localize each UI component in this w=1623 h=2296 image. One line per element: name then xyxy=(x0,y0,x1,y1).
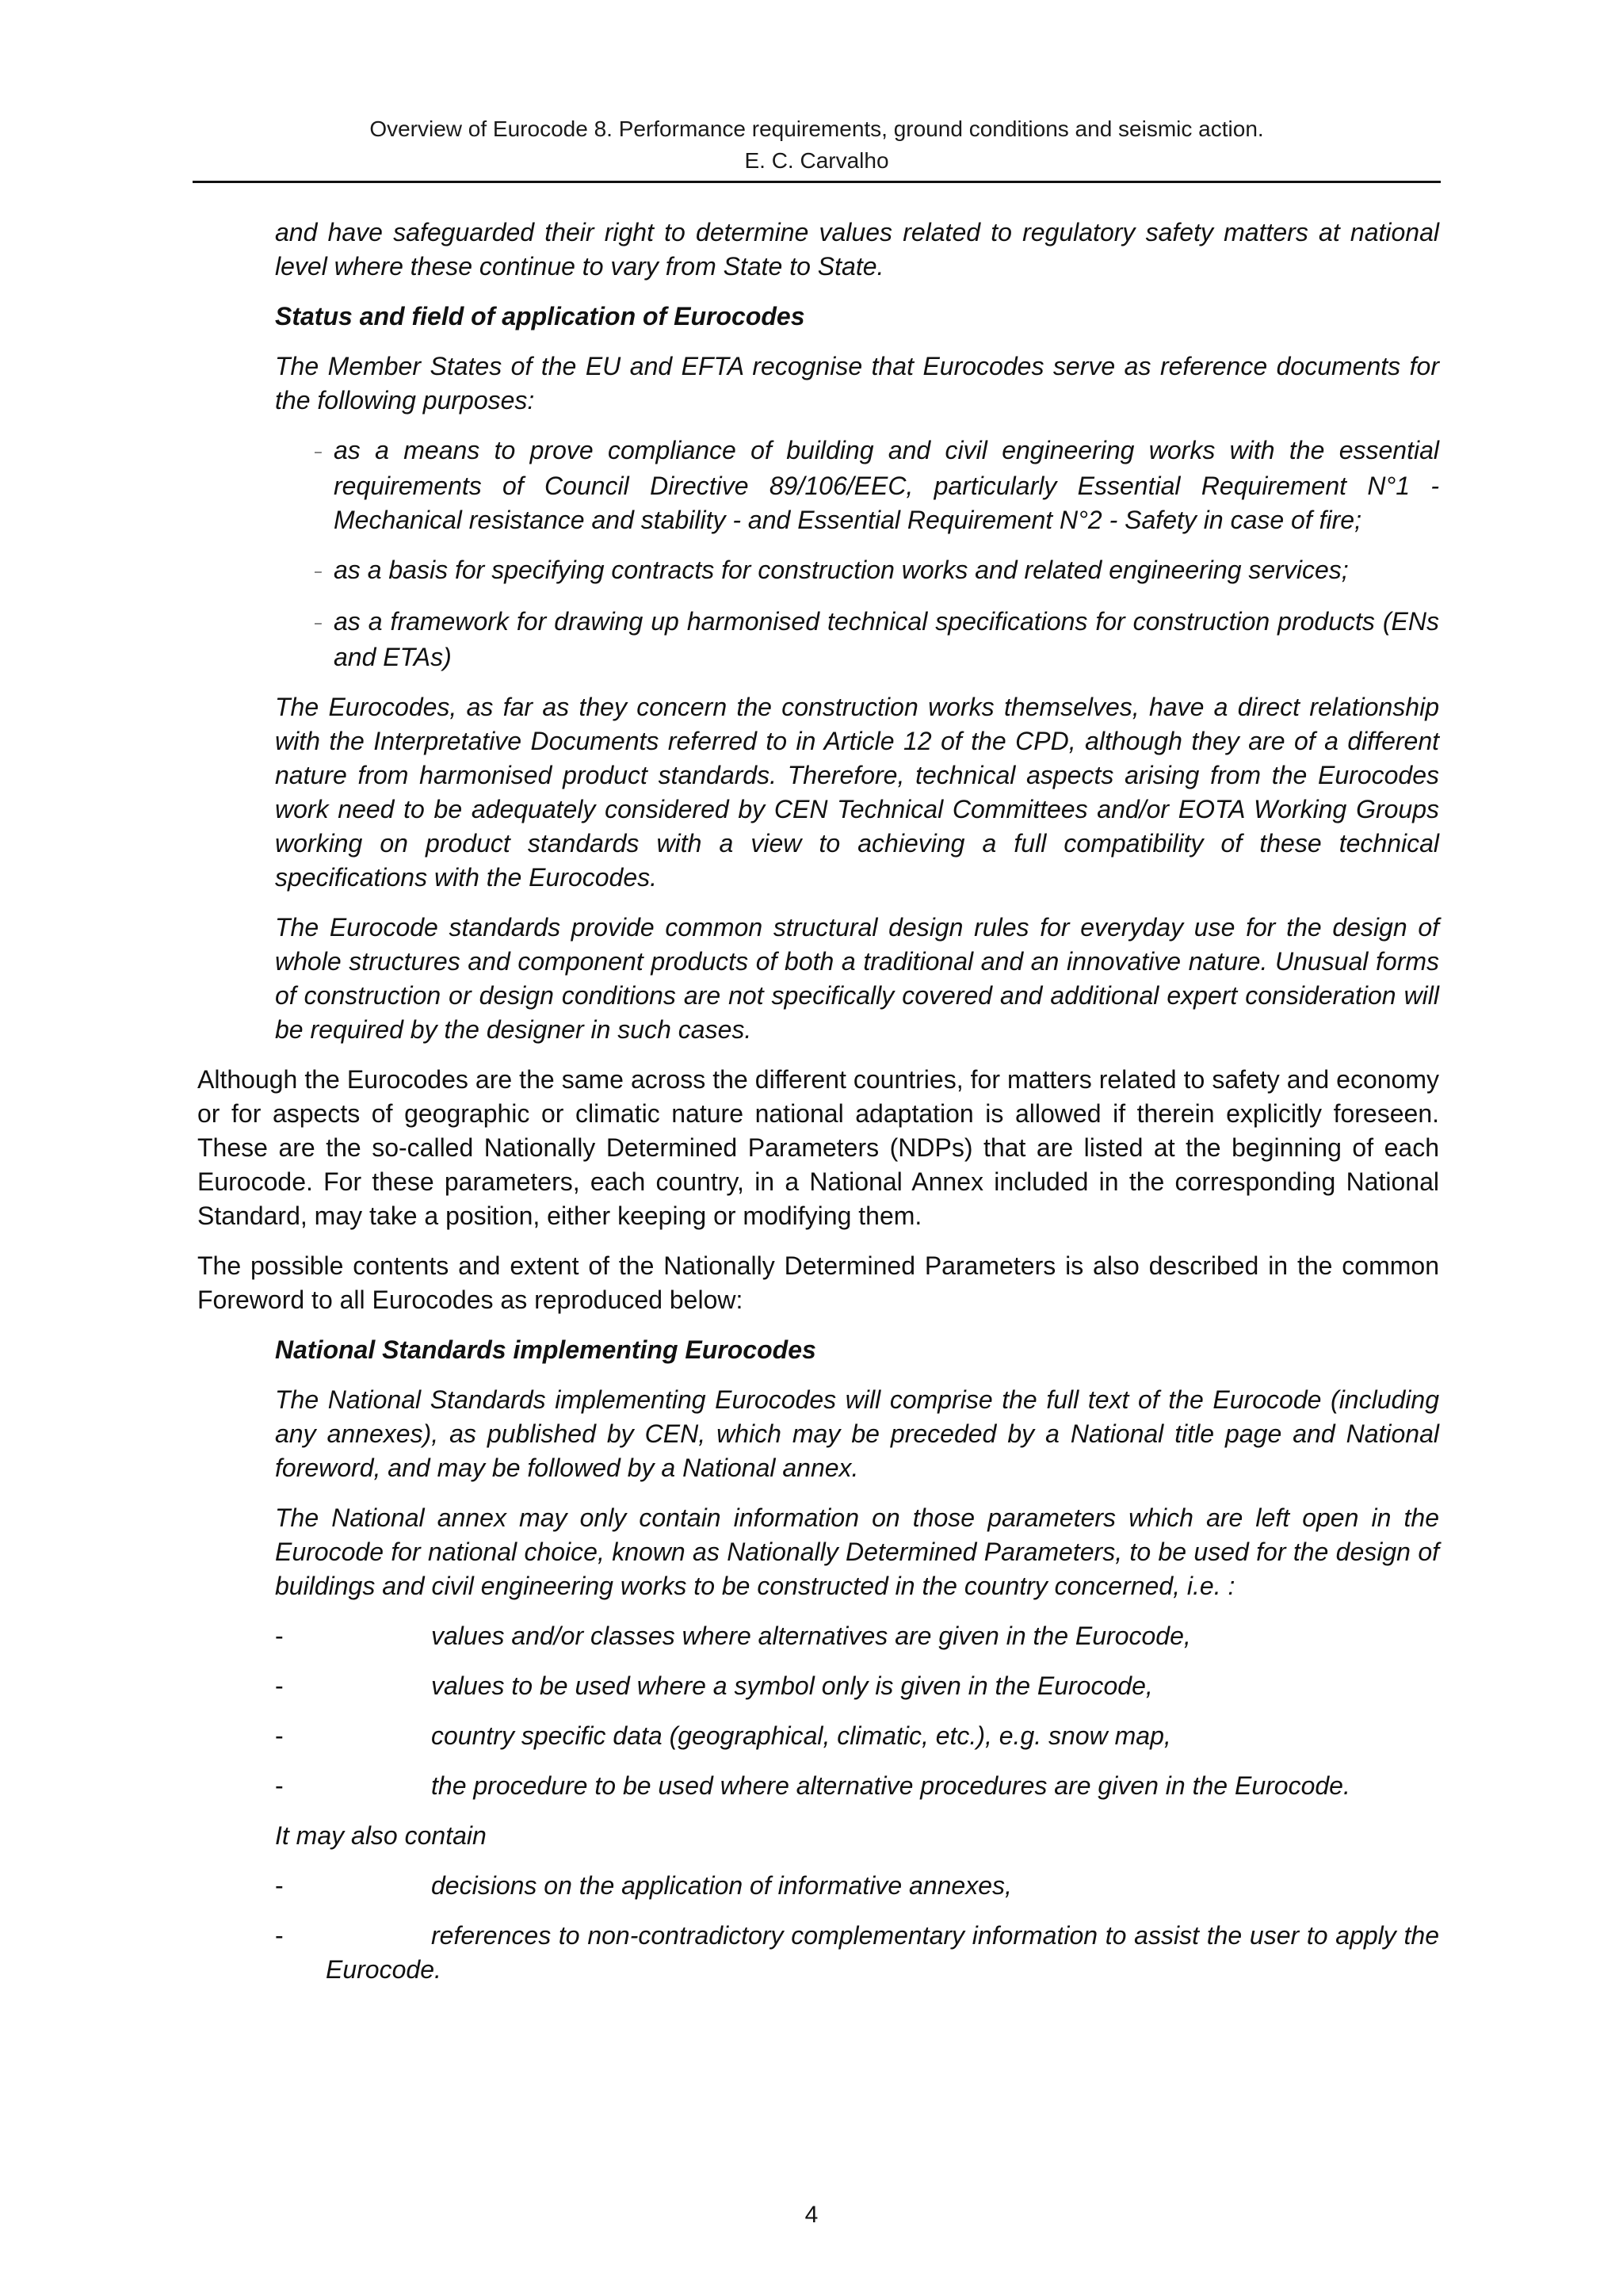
ndp-list-item xyxy=(197,1619,1439,1653)
body-text xyxy=(197,216,1439,2003)
purpose-list-item xyxy=(315,605,1439,674)
bullet-marker: – xyxy=(315,445,322,460)
header-title: Overview of Eurocode 8. Performance requirements, ground conditions and seismic action. xyxy=(369,117,1264,141)
purpose-text: as a basis for specifying contracts for construction works and related engineering services; xyxy=(334,556,1349,585)
header-rule xyxy=(193,181,1441,183)
purpose-text: as a means to prove compliance of building and civil engineering works with the essential requirements of Council Directive 89/106/EEC, particularly Essential Requirement N°1 - Mechanical resistance and stability - and Essential Requirement N°2 - Safety in case of fire; xyxy=(334,436,1439,535)
bullet-marker: – xyxy=(315,617,322,631)
also-item-text: references to non-contradictory complementary information to assist the user to apply the Eurocode. xyxy=(326,1921,1439,1985)
also-list-item xyxy=(197,1919,1439,1987)
paragraph-possible-contents: The possible contents and extent of the Nationally Determined Parameters is also described in the common Foreword to all Eurocodes as reproduced below: xyxy=(197,1251,1439,1315)
ndp-list-item xyxy=(197,1769,1439,1803)
dash-marker: - xyxy=(275,1721,284,1751)
section-heading-status: Status and field of application of Eurocodes xyxy=(275,302,805,330)
ndp-item-text: values and/or classes where alternatives are given in the Eurocode, xyxy=(431,1622,1191,1651)
ndp-item-text: the procedure to be used where alternative procedures are given in the Eurocode. xyxy=(431,1771,1350,1801)
quoted-paragraph-national-standards: The National Standards implementing Eurocodes will comprise the full text of the Eurocode (including any annexes), as published by CEN, which may be preceded by a National title page and National foreword, and may be followed by a National annex. xyxy=(275,1385,1439,1483)
ndp-list-item xyxy=(197,1669,1439,1703)
purpose-list-item xyxy=(315,434,1439,537)
quoted-paragraph-continued: and have safeguarded their right to determine values related to regulatory safety matters at national level where these continue to vary from State to State. xyxy=(275,218,1439,281)
quoted-paragraph-national-annex: The National annex may only contain information on those parameters which are left open in the Eurocode for national choice, known as Nationally Determined Parameters, to be used for the design of buildings and civil engineering works to be constructed in the country concerned, i.e. : xyxy=(275,1503,1439,1601)
dash-marker: - xyxy=(275,1871,284,1901)
dash-marker: - xyxy=(275,1921,284,1950)
ndp-item-text: values to be used where a symbol only is given in the Eurocode, xyxy=(431,1671,1153,1701)
dash-marker: - xyxy=(275,1671,284,1701)
quoted-paragraph-may-also: It may also contain xyxy=(275,1821,487,1851)
quoted-paragraph-member-states: The Member States of the EU and EFTA recognise that Eurocodes serve as reference documents for the following purposes: xyxy=(275,352,1439,415)
quoted-paragraph-relationship: The Eurocodes, as far as they concern the construction works themselves, have a direct relationship with the Interpretative Documents referred to in Article 12 of the CPD, although they are of a different nature from harmonised product standards. Therefore, technical aspects arising from the Eurocodes work need to be adequately considered by CEN Technical Committees and/or EOTA Working Groups working on product standards with a view to achieving a full compatibility of these technical specifications with the Eurocodes. xyxy=(275,693,1439,892)
dash-marker: - xyxy=(275,1771,284,1801)
purpose-list-item xyxy=(315,553,1439,589)
section-heading-national-standards: National Standards implementing Eurocodes xyxy=(275,1335,816,1365)
dash-marker: - xyxy=(275,1622,284,1651)
also-list-item xyxy=(197,1869,1439,1903)
purpose-text: as a framework for drawing up harmonised technical specifications for construction products (ENs and ETAs) xyxy=(334,607,1439,672)
quoted-paragraph-design-rules: The Eurocode standards provide common structural design rules for everyday use for the design of whole structures and component products of both a traditional and an innovative nature. Unusual forms of construction or design conditions are not specifically covered and additional expert consideration will be required by the designer in such cases. xyxy=(275,913,1439,1045)
paragraph-ndp-intro: Although the Eurocodes are the same across the different countries, for matters related to safety and economy or for aspects of geographic or climatic nature national adaptation is allowed if therein explicitly foreseen. These are the so-called Nationally Determined Parameters (NDPs) that are listed at the beginning of each Eurocode. For these parameters, each country, in a National Annex included in the corresponding National Standard, may take a position, either keeping or modifying them. xyxy=(197,1065,1439,1231)
ndp-list-item xyxy=(197,1719,1439,1753)
running-header xyxy=(193,113,1441,177)
page-number: 4 xyxy=(804,2202,819,2228)
header-author: E. C. Carvalho xyxy=(744,148,889,173)
ndp-item-text: country specific data (geographical, climatic, etc.), e.g. snow map, xyxy=(431,1721,1171,1751)
also-item-text: decisions on the application of informative annexes, xyxy=(431,1871,1012,1901)
bullet-marker: – xyxy=(315,565,322,579)
